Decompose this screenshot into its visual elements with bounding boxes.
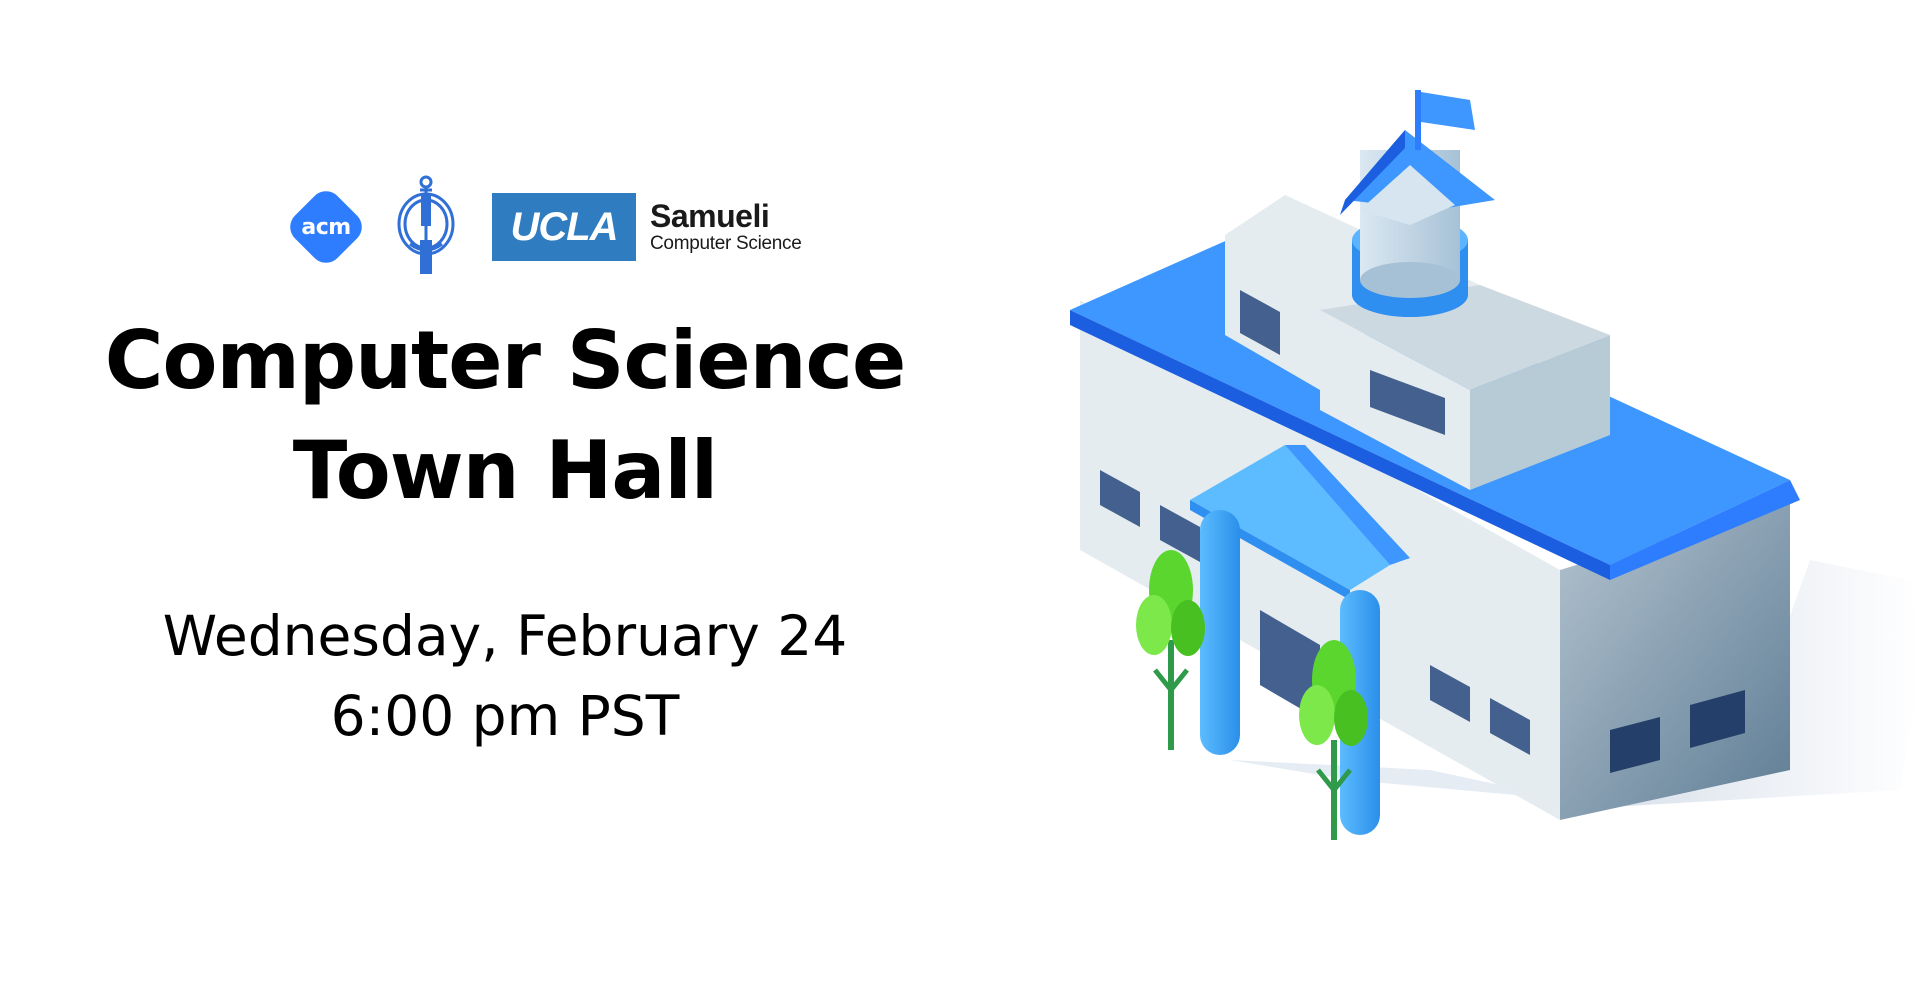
event-time: 6:00 pm PST: [330, 684, 680, 748]
event-title-line-2: Town Hall: [292, 424, 718, 517]
event-title: [0, 306, 1010, 526]
sponsor-logos: [282, 174, 802, 280]
acm-logo: [282, 183, 370, 271]
samueli-subtitle: Computer Science: [650, 233, 802, 254]
portico-pillar-left: [1200, 510, 1240, 755]
event-date: Wednesday, February 24: [162, 604, 848, 668]
flag-pole: [1415, 90, 1421, 150]
event-schedule: [0, 596, 1010, 756]
acm-logo-text: acm: [301, 214, 351, 240]
samueli-logo: [650, 193, 802, 261]
samueli-name: Samueli: [650, 198, 770, 234]
ucla-logo: UCLA: [492, 193, 636, 261]
town-hall-building-illustration: [1050, 80, 1920, 840]
uc-seal-icon: [394, 174, 458, 280]
event-title-line-1: Computer Science: [104, 314, 906, 407]
flag-icon: [1421, 92, 1475, 130]
